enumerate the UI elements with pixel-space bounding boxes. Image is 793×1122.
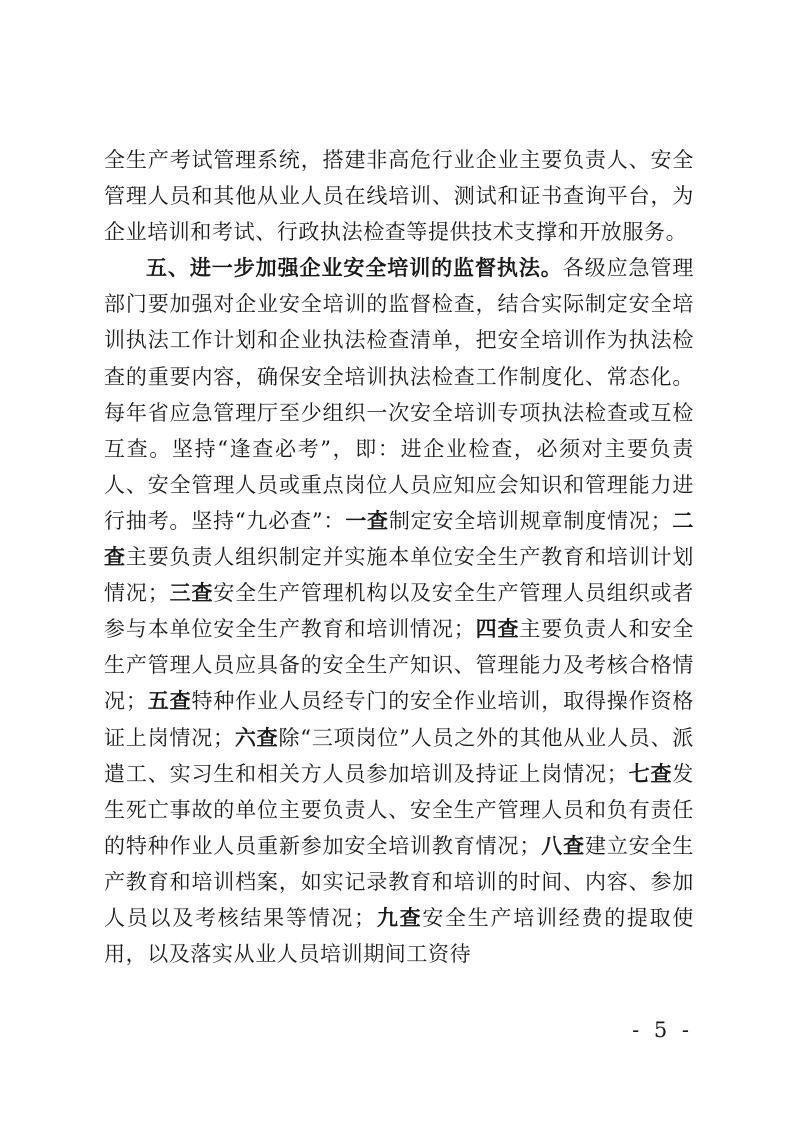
body-text [104,142,694,972]
check-label-5: 五查 [147,688,192,714]
check-text-6: 除“三项岗位”人员之外的其他从业人员、派遣工、实习生和相关方人员参加培训及持证上岗情况； [104,725,694,786]
check-text-9: 安全生产培训经费的提取使用，以及落实从业人员培训期间工资待 [104,905,695,967]
paragraph-continuation: 全生产考试管理系统，搭建非高危行业企业主要负责人、安全管理人员和其他从业人员在线培训、测试和证书查询平台，为企业培训和考试、行政执法检查等提供技术支撑和开放服务。 [104,148,694,245]
section-intro: 各级应急管理部门要加强对企业安全培训的监督检查，结合实际制定安全培训执法工作计划和企业执法检查清单，把安全培训作为执法检查的重要内容，确保安全培训执法检查工作制度化、常态化。每年省应急管理厅至少组织一次安全培训专项执法检查或互检互查。坚持“逢查必考”，即：进企业检查，必须对主要负责人、安全管理人员或重点岗位人员应知应会知识和管理能力进行抽考。坚持“九必查”： [104,256,694,533]
check-text-7: 发生死亡事故的单位主要负责人、安全生产管理人员和负有责任的特种作业人员重新参加安全培训教育情况； [104,761,694,858]
check-label-8: 八查 [540,832,585,858]
check-label-9: 九查 [375,904,423,930]
check-text-2: 主要负责人组织制定并实施本单位安全生产教育和培训计划情况； [104,545,694,606]
page-number: - 5 - [632,1018,693,1042]
check-text-3: 安全生产管理机构以及安全生产管理人员组织或者参与本单位安全生产教育和培训情况； [104,581,694,642]
check-text-5: 特种作业人员经专门的安全作业培训，取得操作资格证上岗情况； [104,689,694,750]
check-text-4: 主要负责人和安全生产管理人员应具备的安全生产知识、管理能力及考核合格情况； [104,617,694,714]
check-text-8: 建立安全生产教育和培训档案，如实记录教育和培训的时间、内容、参加人员以及考核结果等情况； [104,833,694,930]
check-text-1: 制定安全培训规章制度情况； [388,508,673,533]
check-label-4: 四查 [475,616,520,642]
check-label-6: 六查 [234,724,279,750]
section-heading: 五、进一步加强企业安全培训的监督执法。 [146,255,563,281]
check-label-3: 三查 [169,580,214,606]
check-label-7: 七查 [628,760,673,786]
check-label-2: 二查 [104,507,694,570]
check-label-1: 一查 [345,507,389,533]
paragraph-section-five [104,250,694,972]
